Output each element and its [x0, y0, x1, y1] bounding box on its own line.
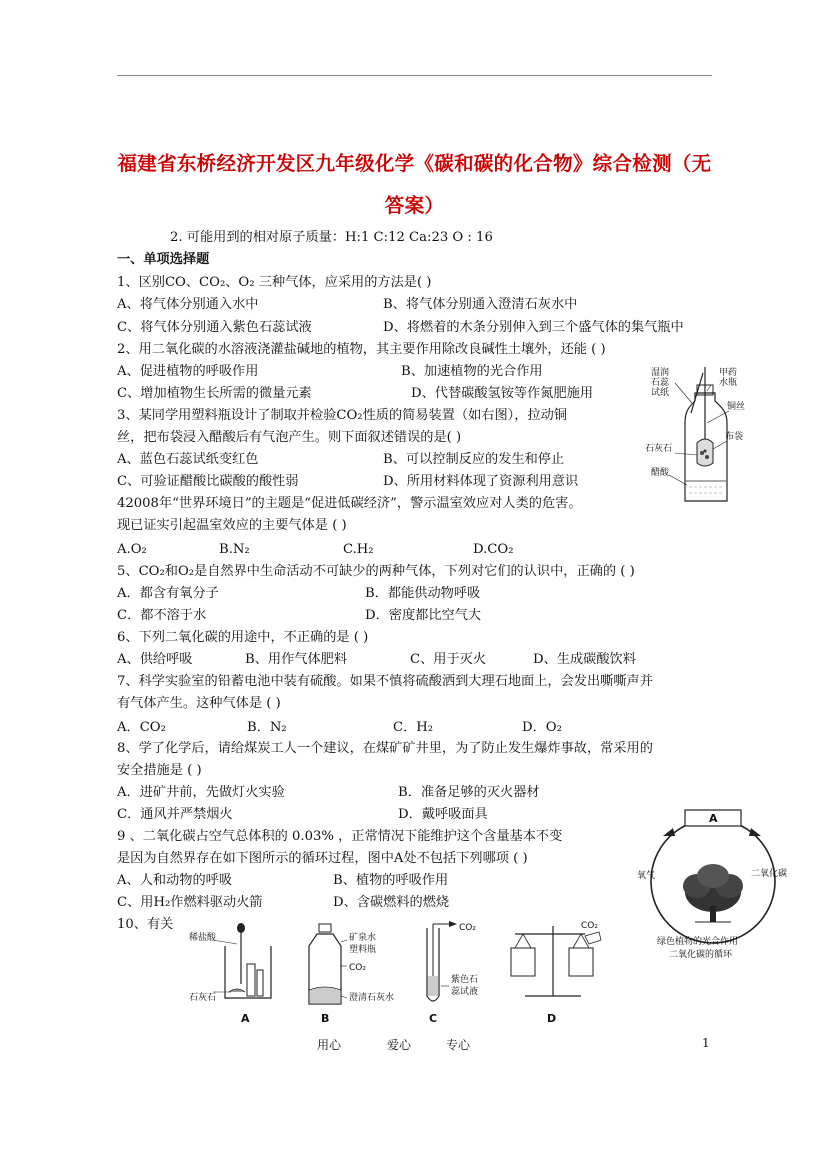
- paper-label-2: 石蕊: [651, 378, 670, 388]
- d-co2-label: CO₂: [581, 921, 598, 931]
- cycle-caption-1: 绿色植物的光合作用: [657, 937, 739, 947]
- c-letter: C: [429, 1012, 438, 1025]
- b-bottle-label-2: 塑料瓶: [349, 945, 377, 955]
- q2-option-a: A、促进植物的呼吸作用: [117, 364, 259, 379]
- q3-option-c: C、可验证醋酸比碳酸的酸性弱: [117, 474, 299, 489]
- q9-stem-line1: 9 、二氧化碳占空气总体积的 0.03% ，正常情况下能维护这个含量基本不变: [117, 829, 563, 844]
- bag-label: 布袋: [725, 432, 744, 442]
- d-letter: D: [547, 1012, 557, 1025]
- a-stone-label: 石灰石: [189, 993, 217, 1003]
- q4-option-b: B.N₂: [219, 542, 250, 557]
- q4-option-d: D.CO₂: [473, 542, 514, 557]
- q9-option-d: D、含碳燃料的燃烧: [333, 895, 450, 910]
- bottle-label-1: 甲药: [719, 368, 738, 378]
- paper-label-3: 试纸: [651, 388, 670, 398]
- q6-option-b: B、用作气体肥料: [245, 652, 348, 667]
- q4-stem-line1: 42008年“世界环境日”的主题是“促进低碳经济”，警示温室效应对人类的危害。: [117, 496, 582, 511]
- q7-option-b: B．N₂: [247, 720, 287, 735]
- q8-stem-line2: 安全措施是 ( ): [117, 763, 202, 778]
- q4-stem-line2: 现已证实引起温室效应的主要气体是 ( ): [117, 518, 347, 533]
- apparatus-abcd-figure: [185, 920, 605, 1030]
- oxygen-label: 氧气: [637, 871, 656, 881]
- c-co2-label: CO₂: [459, 923, 476, 933]
- q7-stem-line2: 有气体产生。这种气体是 ( ): [117, 696, 281, 711]
- q6-option-c: C、用于灭火: [410, 652, 487, 667]
- c-solution-label-1: 紫色石: [451, 975, 479, 985]
- q6-option-d: D、生成碳酸饮料: [533, 652, 636, 667]
- q8-option-a: A．进矿井前，先做灯火实验: [117, 785, 285, 800]
- footer-text-2: 爱心: [387, 1038, 412, 1052]
- q8-option-c: C．通风并严禁烟火: [117, 807, 233, 822]
- q8-option-b: B．准备足够的灭火器材: [398, 785, 540, 800]
- atomic-mass-note: 2. 可能用到的相对原子质量：H:1 C:12 Ca:23 O : 16: [170, 230, 493, 245]
- q5-option-d: D．密度都比空气大: [365, 608, 482, 623]
- document-title-line2: 答案）: [384, 194, 445, 217]
- q3-option-a: A、蓝色石蕊试纸变红色: [117, 452, 259, 467]
- c-solution-label-2: 蕊试液: [451, 987, 479, 997]
- q5-stem: 5、CO₂和O₂是自然界中生命活动不可缺少的两种气体，下列对它们的认识中，正确的 ( ): [117, 564, 635, 579]
- bottle-apparatus-figure: [645, 363, 745, 503]
- q7-option-a: A．CO₂: [117, 720, 166, 735]
- q9-option-a: A、人和动物的呼吸: [117, 873, 233, 888]
- co2-cycle-label: 二氧化碳: [751, 869, 788, 879]
- b-letter: B: [321, 1012, 330, 1025]
- q9-stem-line2: 是因为自然界存在如下图所示的循环过程，图中A处不包括下列哪项 ( ): [117, 851, 528, 866]
- carbon-cycle-figure: [633, 806, 793, 966]
- bottle-label-2: 水瓶: [719, 378, 738, 388]
- q4-option-c: C.H₂: [343, 542, 374, 557]
- q2-option-d: D、代替碳酸氢铵等作氮肥施用: [411, 386, 594, 401]
- q3-stem-line1: 3、某同学用塑料瓶设计了制取并检验CO₂性质的简易装置（如右图），拉动铜: [117, 408, 567, 423]
- q5-option-a: A．都含有氧分子: [117, 586, 219, 601]
- q2-option-b: B、加速植物的光合作用: [401, 364, 543, 379]
- document-title-line1: 福建省东桥经济开发区九年级化学《碳和碳的化合物》综合检测（无: [117, 152, 712, 175]
- q8-option-d: D．戴呼吸面具: [398, 807, 488, 822]
- paper-label-1: 湿润: [651, 368, 670, 378]
- q3-stem-line2: 丝，把布袋浸入醋酸后有气泡产生。则下面叙述错误的是( ): [117, 430, 462, 445]
- q1-stem: 1、区别CO、CO₂、O₂ 三种气体，应采用的方法是( ): [117, 275, 432, 290]
- q1-option-b: B、将气体分别通入澄清石灰水中: [383, 297, 578, 312]
- q5-option-c: C．都不溶于水: [117, 608, 207, 623]
- q6-stem: 6、下列二氧化碳的用途中，不正确的是 ( ): [117, 630, 369, 645]
- cycle-box-label: A: [709, 812, 718, 825]
- page-number: 1: [702, 1036, 710, 1050]
- b-co2-label: CO₂: [349, 963, 366, 973]
- q1-option-d: D、将燃着的木条分别伸入到三个盛气体的集气瓶中: [383, 320, 684, 335]
- footer-text-3: 专心: [446, 1038, 471, 1052]
- wire-label: 铜丝: [727, 402, 745, 412]
- q7-option-d: D．O₂: [522, 720, 562, 735]
- q4-option-a: A.O₂: [117, 542, 147, 557]
- section-heading: 一、单项选择题: [117, 252, 210, 267]
- q5-option-b: B．都能供动物呼吸: [365, 586, 481, 601]
- acid-label: 醋酸: [651, 468, 670, 478]
- b-bottle-label-1: 矿泉水: [349, 933, 377, 943]
- q3-option-b: B、可以控制反应的发生和停止: [383, 452, 565, 467]
- limestone-label: 石灰石: [645, 444, 673, 454]
- q3-option-d: D、所用材料体现了资源利用意识: [383, 474, 579, 489]
- q8-stem-line1: 8、学了化学后，请给煤炭工人一个建议，在煤矿矿井里，为了防止发生爆炸事故，常采用的: [117, 741, 653, 756]
- q6-option-a: A、供给呼吸: [117, 652, 193, 667]
- q1-option-a: A、将气体分别通入水中: [117, 297, 259, 312]
- q7-stem-line1: 7、科学实验室的铅蓄电池中装有硫酸。如果不慎将硫酸洒到大理石地面上，会发出嘶嘶声并: [117, 674, 653, 689]
- footer-text-1: 用心: [317, 1038, 342, 1052]
- q2-option-c: C、增加植物生长所需的微量元素: [117, 386, 312, 401]
- q1-option-c: C、将气体分别通入紫色石蕊试液: [117, 320, 312, 335]
- q9-option-b: B、植物的呼吸作用: [333, 873, 449, 888]
- a-acid-label: 稀盐酸: [189, 933, 217, 943]
- b-limewater-label: 澄清石灰水: [349, 993, 395, 1003]
- q9-option-c: C、用H₂作燃料驱动火箭: [117, 895, 263, 910]
- header-rule: [117, 75, 712, 76]
- a-letter: A: [241, 1012, 250, 1025]
- q10-stem: 10、有关: [117, 917, 174, 932]
- q7-option-c: C．H₂: [393, 720, 434, 735]
- cycle-caption-2: 二氧化碳的循环: [669, 950, 733, 960]
- q2-stem: 2、用二氧化碳的水溶液浇灌盐碱地的植物，其主要作用除改良碱性土壤外，还能 ( ): [117, 342, 606, 357]
